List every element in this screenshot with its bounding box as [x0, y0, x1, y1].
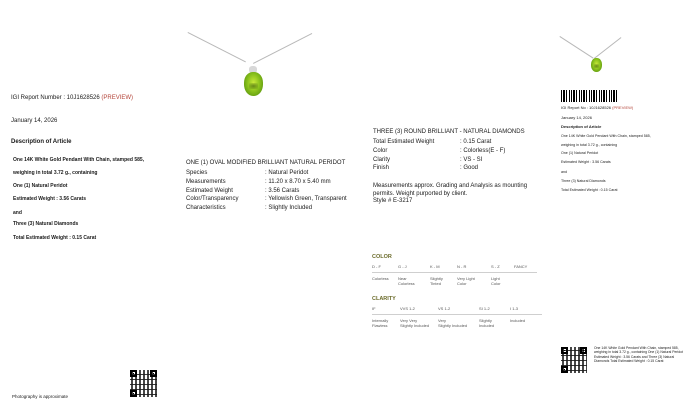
card-line: Total Estimated Weight : 0.15 Carat — [561, 188, 618, 192]
card-qr-code-icon[interactable] — [561, 347, 587, 373]
detail-row — [186, 179, 347, 186]
detail-value: : Yellowish Green, Transparent — [265, 196, 347, 203]
grade: SI 1-2 — [479, 306, 490, 311]
card-date: January 14, 2026 — [561, 115, 592, 120]
preview-badge: (PREVIEW) — [101, 95, 134, 101]
description-line: One 14K White Gold Pendant With Chain, stamped 585, — [13, 157, 145, 163]
detail-value: : Colorless(E - F) — [460, 147, 506, 154]
grade: FANCY — [514, 264, 528, 269]
detail-value: : 0.15 Carat — [460, 139, 492, 146]
grade: IF — [372, 306, 376, 311]
color-scale-title: COLOR — [372, 254, 392, 260]
detail-key: Measurements — [186, 178, 226, 185]
description-line: weighing in total 3.72 g., containing — [13, 170, 98, 176]
card-report-label: IGI Report No : 10J1628526 — [561, 105, 612, 110]
detail-key: Total Estimated Weight — [373, 139, 435, 146]
grade-label: Light Color — [491, 276, 501, 286]
detail-key: Clarity — [373, 156, 391, 163]
grade: N - R — [457, 264, 467, 269]
card-line: and — [561, 170, 567, 174]
diamond-details — [373, 129, 527, 205]
measurement-note — [373, 183, 527, 205]
chain-left — [188, 32, 246, 62]
card-report-number — [561, 105, 633, 110]
description-line: Total Estimated Weight : 0.15 Carat — [13, 235, 97, 241]
card-line: Estimated Weight : 3.56 Carats — [561, 160, 611, 164]
clarity-label-row — [372, 318, 542, 328]
grade: VS 1-2 — [438, 306, 451, 311]
grade-label: Near Colorless — [398, 276, 415, 286]
color-scale — [372, 254, 537, 286]
card-qr-caption: One 14K White Gold Pendant With Chain, stamped 585, weighing in total 3.72 g., containing One (1) Natural Peridot Estimated Weight : 3.56 Carats and Three (3) Natural Diamonds Total Estimated Weight : 0.15 Carat — [594, 346, 683, 364]
diamonds-heading: THREE (3) ROUND BRILLIANT - NATURAL DIAMONDS — [373, 129, 525, 135]
peridot-heading: ONE (1) OVAL MODIFIED BRILLIANT NATURAL PERIDOT — [186, 160, 346, 166]
description-line: Three (3) Natural Diamonds — [13, 221, 79, 227]
detail-row — [373, 148, 527, 155]
detail-row — [373, 157, 527, 164]
grade: G - J — [398, 264, 407, 269]
grade-label: Very Light Color — [457, 276, 475, 286]
note-line: Measurements approx. Grading and Analysis as mounting — [373, 183, 528, 190]
clarity-scale — [372, 296, 542, 328]
grade: K - M — [430, 264, 440, 269]
card-peridot-gem — [591, 58, 602, 72]
card-line: weighing in total 3.72 g., containing — [561, 143, 618, 147]
barcode-icon — [561, 90, 617, 102]
card-preview-badge: (PREVIEW) — [612, 105, 634, 110]
report-date: January 14, 2026 — [11, 118, 58, 124]
detail-value: : 11.20 x 8.70 x 5.40 mm — [265, 178, 331, 185]
detail-value: : 3.56 Carats — [265, 187, 300, 194]
description-line: and — [13, 210, 22, 216]
card-line: Three (3) Natural Diamonds — [561, 179, 606, 183]
note-line: permits. Weight purported by client. — [373, 190, 468, 197]
grade-label: Included — [510, 318, 526, 323]
chain-right — [253, 33, 312, 64]
clarity-grade-row — [372, 306, 542, 311]
detail-row — [186, 170, 347, 177]
detail-value: : Slightly Included — [265, 204, 313, 211]
detail-value: : Natural Peridot — [265, 170, 309, 177]
grade-label: Colorless — [372, 276, 389, 281]
grade-label: Very Slightly Included — [438, 318, 468, 328]
detail-value: : VS - SI — [460, 156, 483, 163]
peridot-gem — [244, 72, 263, 96]
peridot-details — [186, 160, 347, 212]
card-chain-right — [594, 37, 621, 59]
grade-label: Very Very Slightly Included — [400, 318, 430, 328]
detail-key: Estimated Weight — [186, 187, 233, 194]
grade: VVS 1-2 — [400, 306, 415, 311]
detail-key: Color/Transparency — [186, 196, 239, 203]
detail-row — [373, 139, 527, 146]
photo-note: Photography is approximate — [12, 394, 69, 399]
detail-value: : Good — [460, 165, 479, 172]
report-number — [11, 95, 133, 102]
detail-key: Species — [186, 170, 208, 177]
qr-code-icon[interactable] — [130, 370, 157, 397]
detail-key: Characteristics — [186, 204, 226, 211]
color-label-row — [372, 276, 537, 286]
report-number-label: IGI Report Number : 10J1628526 — [11, 95, 100, 101]
grade-label: Slightly Tinted — [430, 276, 443, 286]
style-number: Style # E-3217 — [373, 197, 413, 204]
card-line: One (1) Natural Peridot — [561, 151, 599, 155]
grade: I 1-3 — [510, 306, 519, 311]
detail-row — [186, 196, 347, 203]
grade-label: Slightly Included — [479, 318, 495, 328]
card-description-heading: Description of Article — [561, 124, 602, 129]
description-line: Estimated Weight : 3.56 Carats — [13, 196, 86, 202]
grade: D - F — [372, 264, 381, 269]
clarity-scale-title: CLARITY — [372, 296, 396, 302]
detail-key: Color — [373, 147, 388, 154]
grade-label: Internally Flawless — [372, 318, 389, 328]
description-heading: Description of Article — [11, 139, 72, 145]
detail-row — [186, 188, 347, 195]
detail-key: Finish — [373, 165, 390, 172]
color-grade-row — [372, 264, 537, 269]
card-line: One 14K White Gold Pendant With Chain, stamped 585, — [561, 134, 651, 138]
detail-row — [186, 205, 347, 212]
card-chain-left — [559, 36, 593, 59]
grade: S - Z — [491, 264, 500, 269]
description-line: One (1) Natural Peridot — [13, 183, 68, 189]
detail-row — [373, 165, 527, 172]
